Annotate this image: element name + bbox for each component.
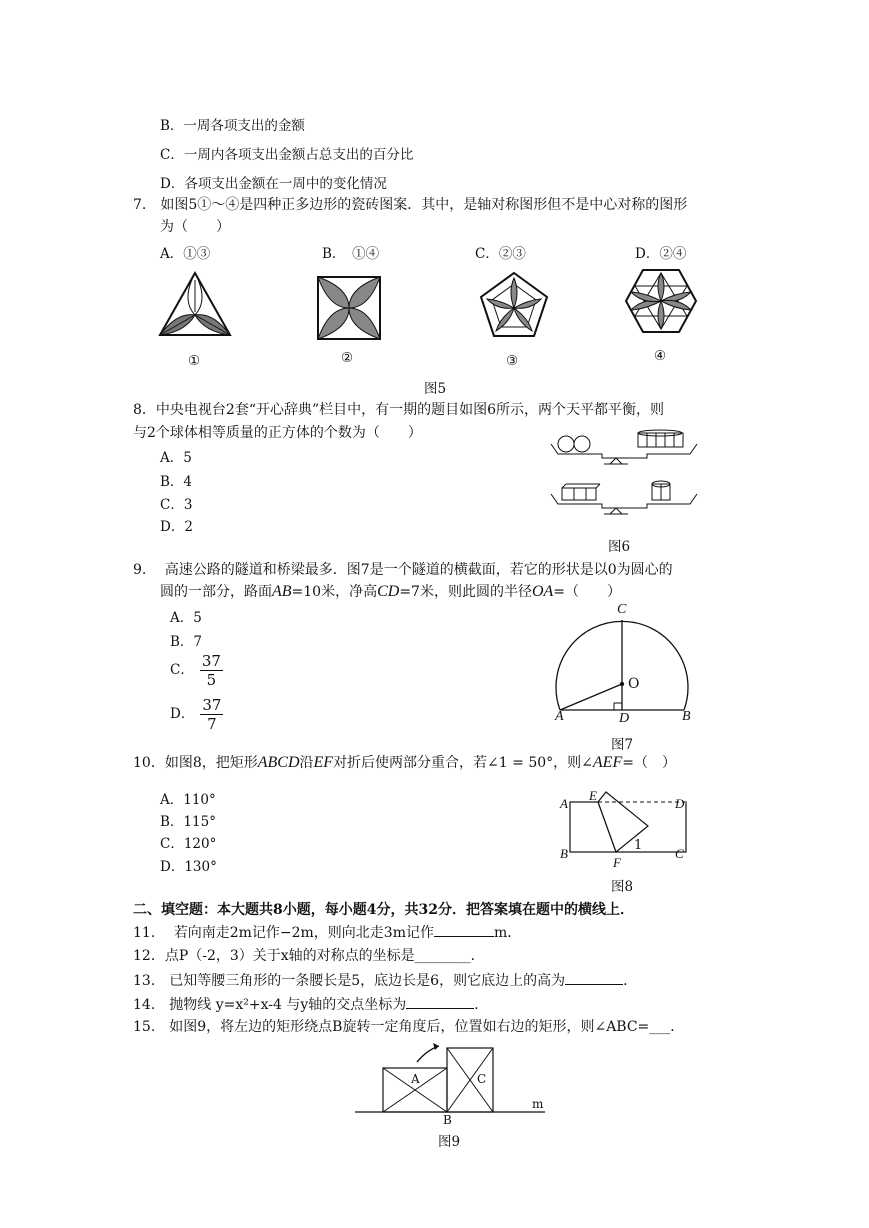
fig5-label-4: ④ <box>654 348 667 364</box>
fig6-caption: 图6 <box>608 539 631 555</box>
q9-oa: OA <box>531 583 554 600</box>
q8-option-a: A．5 <box>160 450 192 466</box>
q9-option-a: A．5 <box>170 610 202 626</box>
q10-text-d: =（ ） <box>622 755 676 771</box>
option-c-prev: C．一周内各项支出金额占总支出的百分比 <box>160 147 414 163</box>
q12-stem: 12．点P（-2，3）关于x轴的对称点的坐标是________． <box>133 948 485 964</box>
q13-end: ． <box>623 973 638 989</box>
q8-option-c: C．3 <box>160 497 193 513</box>
q8-stem-line2: 与2个球体相等质量的正方体的个数为（ ） <box>133 425 422 441</box>
q10-text-c: 对折后使两部分重合，若∠1 = 50°，则∠ <box>333 755 593 771</box>
fig9-label-b: B <box>443 1113 452 1127</box>
fig5-label-2: ② <box>341 350 354 366</box>
section-2-heading: 二、填空题：本大题共8小题，每小题4分，共32分．把答案填在题中的横线上． <box>133 902 634 918</box>
q7-stem-line2: 为（ ） <box>160 219 230 235</box>
q7-stem-line1: 7. 如图5①～④是四种正多边形的瓷砖图案．其中，是轴对称图形但不是中心对称的图形 <box>133 197 688 213</box>
fig9-caption: 图9 <box>438 1134 461 1150</box>
q8-option-d: D．2 <box>160 519 193 535</box>
q9-option-c <box>170 652 223 689</box>
fig8-label-b: B <box>560 846 568 861</box>
q13-text: 13. 已知等腰三角形的一条腰长是5，底边长是6，则它底边上的高为 <box>133 973 566 989</box>
q14-answer-blank <box>406 994 474 1009</box>
fig8-label-angle-1: 1 <box>634 838 643 853</box>
q9-option-c-numerator: 37 <box>201 652 221 670</box>
tile-hexagon-figure <box>624 268 698 334</box>
q10-option-d: D．130° <box>160 859 217 875</box>
q10-option-a: A．110° <box>160 792 216 808</box>
q9-option-d-numerator: 37 <box>202 696 222 714</box>
q10-abcd: ABCD <box>257 754 300 771</box>
q8-stem-line1: 8．中央电视台2套“开心辞典”栏目中，有一期的题目如图6所示，两个天平都平衡，则 <box>133 402 665 418</box>
q9-text-b: =10米，净高 <box>291 584 378 600</box>
q10-ef: EF <box>313 754 334 771</box>
q15-stem <box>133 1017 684 1037</box>
tunnel-figure <box>552 618 692 714</box>
q14-stem <box>133 994 488 1015</box>
fig8-label-e: E <box>589 788 597 803</box>
fig8-label-f: F <box>613 855 621 870</box>
q11-unit: m． <box>494 925 522 941</box>
q7-option-b: B． ①④ <box>322 246 380 262</box>
q9-text-c: =7米，则此圆的半径 <box>399 584 532 600</box>
tile-pentagon-figure <box>478 270 550 340</box>
fig8-label-c: C <box>675 846 684 861</box>
tile-square-figure <box>317 276 381 340</box>
q11-stem <box>133 922 521 943</box>
fig8-label-a: A <box>560 796 568 811</box>
fig7-label-a: A <box>555 709 564 724</box>
folded-rectangle-figure <box>568 790 690 858</box>
q9-option-d-fraction <box>200 696 223 733</box>
q7-option-d: D．②④ <box>635 246 687 262</box>
fig5-label-3: ③ <box>506 353 519 369</box>
q9-text-d: =（ ） <box>553 584 622 600</box>
q7-option-a: A．①③ <box>160 246 211 262</box>
q9-stem-line2 <box>160 582 621 602</box>
q10-stem <box>133 753 676 773</box>
option-b-prev: B．一周各项支出的金额 <box>160 118 305 134</box>
q9-text-a: 圆的一部分，路面 <box>160 584 272 600</box>
q10-option-c: C．120° <box>160 836 217 852</box>
q13-answer-blank <box>565 970 623 985</box>
rotated-rectangles-figure <box>355 1038 545 1114</box>
q13-stem <box>133 970 637 991</box>
q7-option-c: C．②③ <box>475 246 526 262</box>
q9-ab: AB <box>272 583 292 600</box>
fig7-label-d: D <box>619 711 630 726</box>
tile-triangle-figure <box>155 270 235 340</box>
q10-text-b: 沿 <box>299 755 314 771</box>
q9-option-d-denominator: 7 <box>207 715 217 733</box>
q9-stem-line1: 9. 高速公路的隧道和桥梁最多．图7是一个隧道的横截面，若它的形状是以0为圆心的 <box>133 562 673 578</box>
q9-option-b: B．7 <box>170 634 203 650</box>
q10-text-a: 10．如图8，把矩形 <box>133 755 258 771</box>
q10-aef: AEF <box>592 754 623 771</box>
fig5-caption: 图5 <box>424 381 447 397</box>
q15-text: 15. 如图9，将左边的矩形绕点B旋转一定角度后，位置如右边的矩形，则∠ABC= <box>133 1019 650 1035</box>
q15-answer-blank: ___． <box>649 1019 685 1035</box>
option-d-prev: D．各项支出金额在一周中的变化情况 <box>160 176 387 192</box>
q11-answer-blank <box>434 922 494 937</box>
q8-option-b: B．4 <box>160 474 193 490</box>
q9-option-d-label: D． <box>170 706 195 722</box>
q11-text: 11. 若向南走2m记作−2m，则向北走3m记作 <box>133 925 434 941</box>
fig7-caption: 图7 <box>611 737 634 753</box>
q10-option-b: B．115° <box>160 814 216 830</box>
fig5-label-1: ① <box>188 353 201 369</box>
q9-option-d <box>170 696 223 733</box>
fig8-label-d: D <box>675 796 685 811</box>
fig7-label-b: B <box>682 709 691 724</box>
fig8-caption: 图8 <box>611 879 634 895</box>
q9-option-c-fraction <box>200 652 223 689</box>
fig7-label-o: O <box>628 676 640 692</box>
q9-option-c-denominator: 5 <box>206 671 217 689</box>
fig9-label-c: C <box>477 1072 487 1086</box>
q9-cd: CD <box>377 583 400 600</box>
balance-scales-figure <box>550 426 700 526</box>
fig9-label-a: A <box>411 1072 420 1086</box>
q14-text: 14. 抛物线 y=x²+x-4 与y轴的交点坐标为 <box>133 997 407 1013</box>
q14-end: ． <box>474 997 489 1013</box>
fig9-label-m: m <box>532 1097 544 1111</box>
q9-option-c-label: C． <box>170 662 194 678</box>
fig7-label-c: C <box>617 602 627 617</box>
